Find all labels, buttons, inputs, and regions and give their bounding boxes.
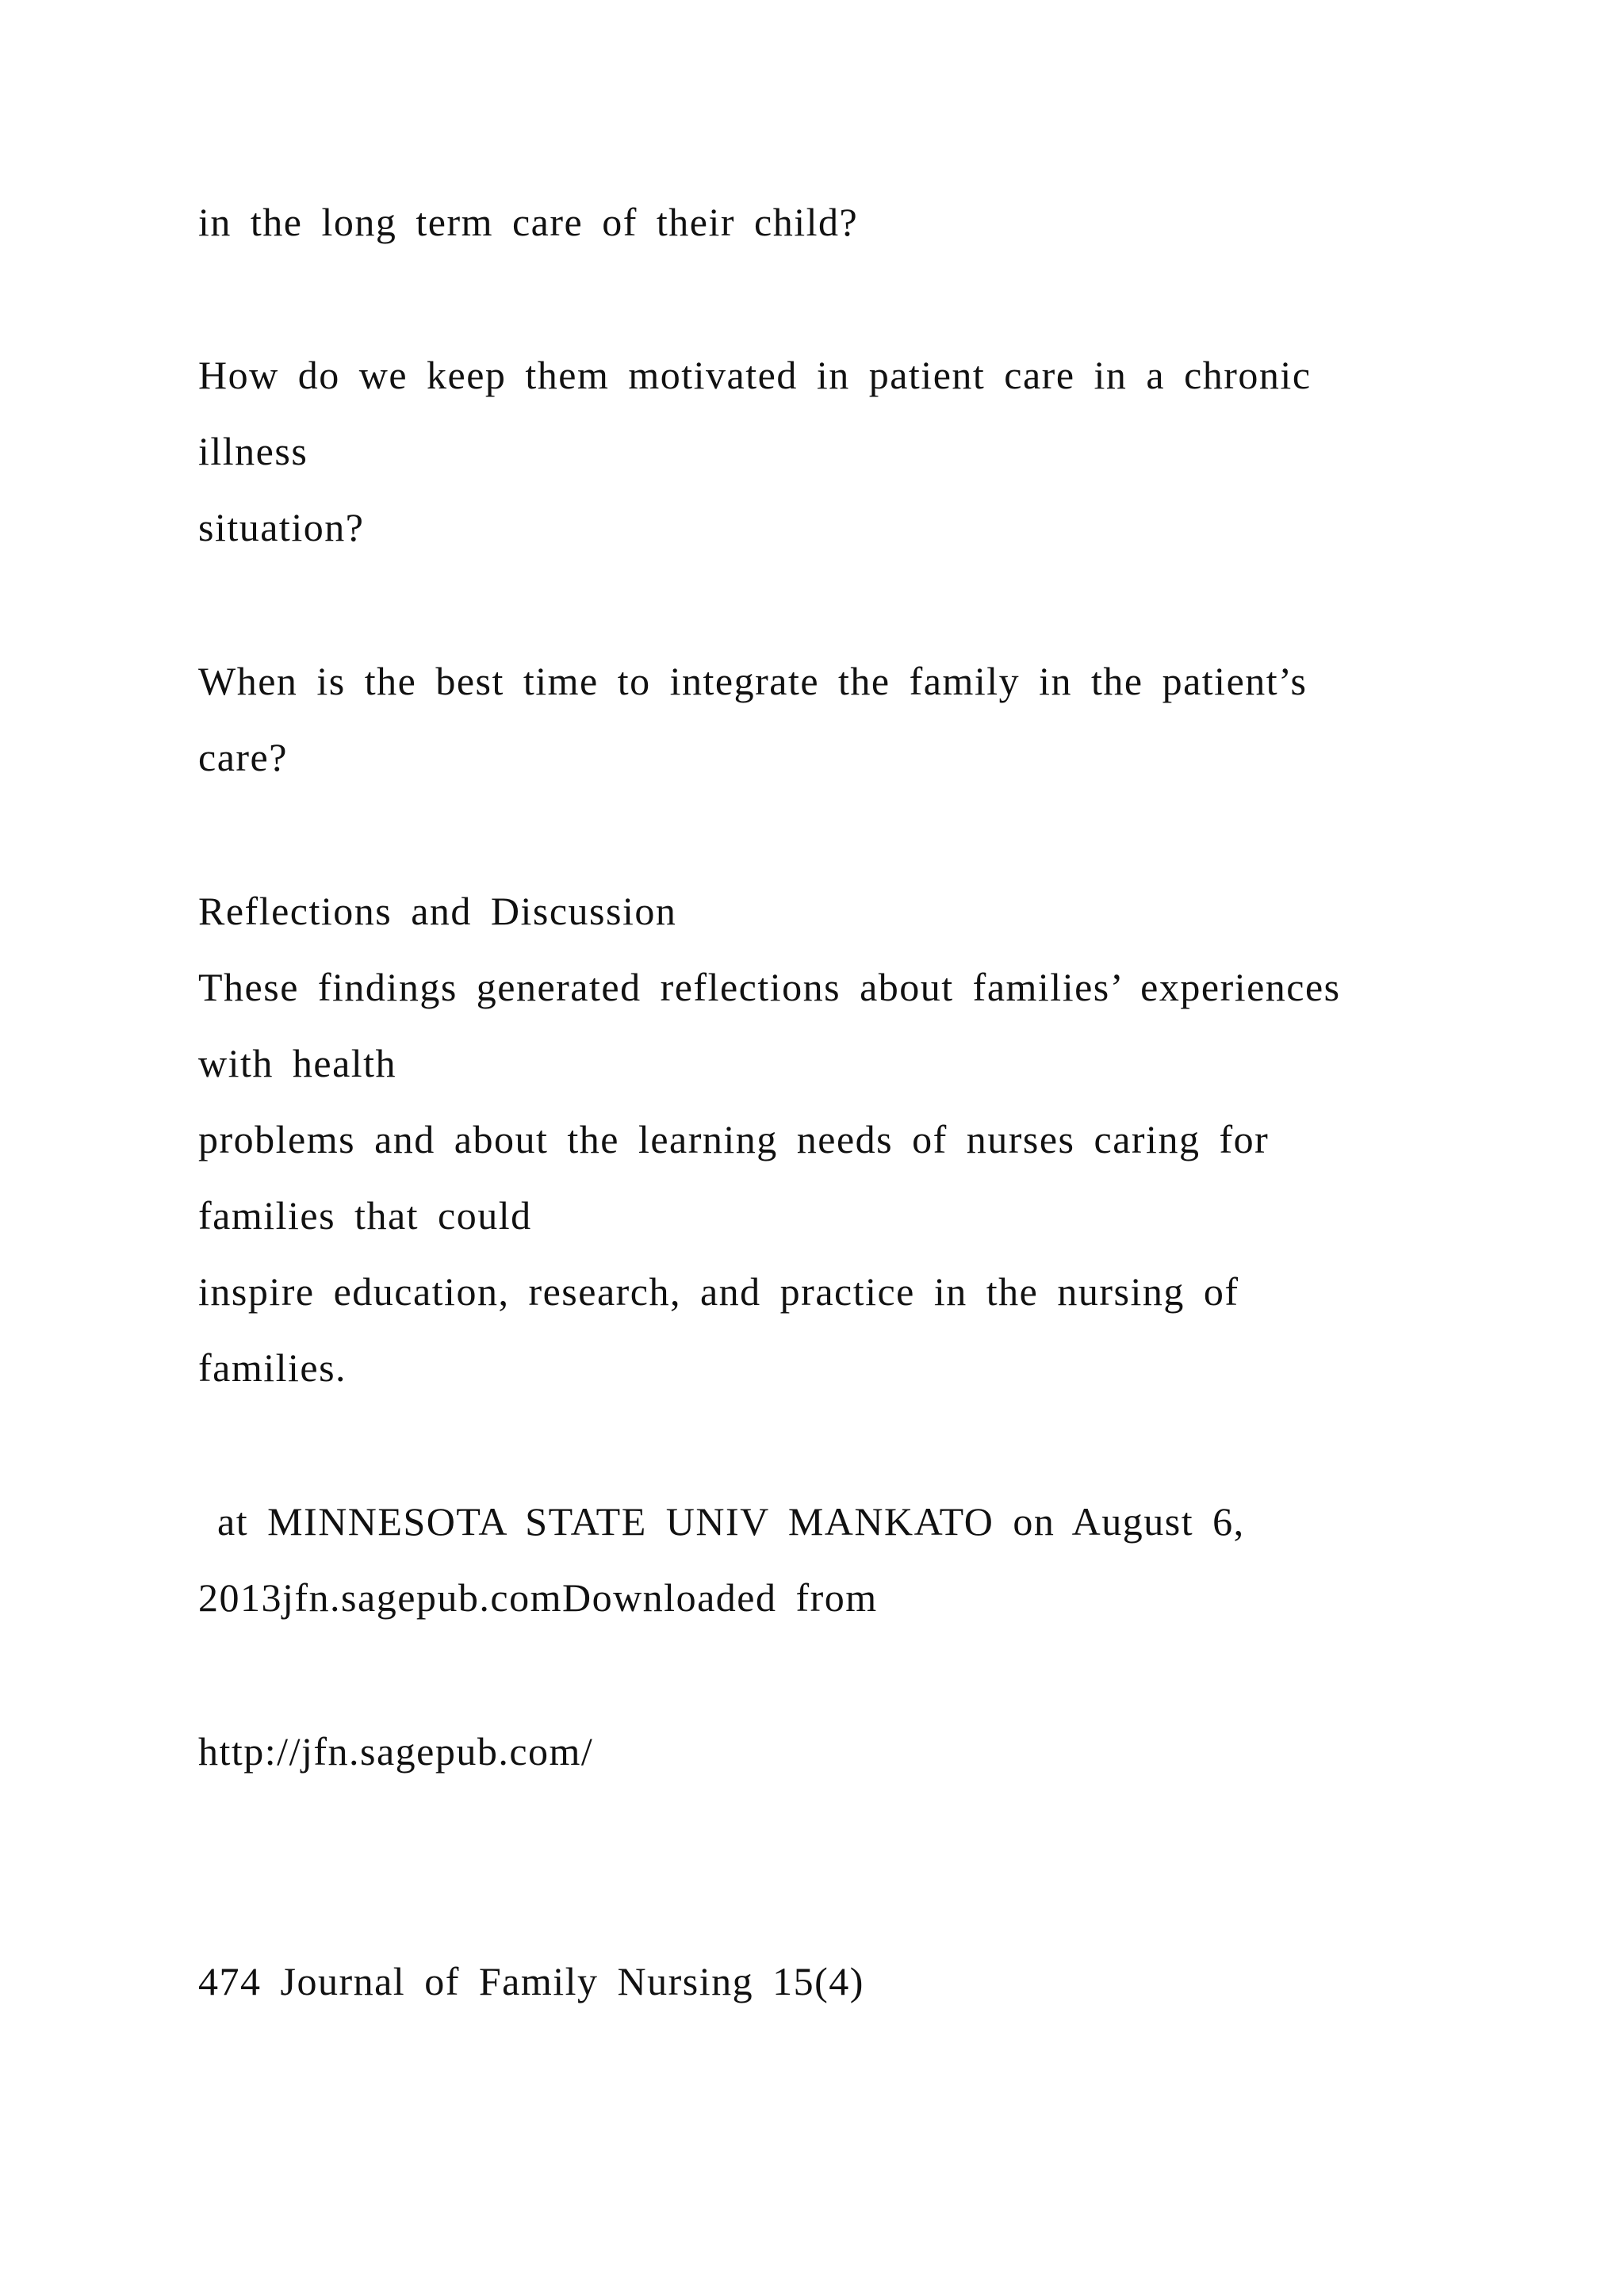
download-notice: 2013jfn.sagepub.comDownloaded from [198, 1575, 878, 1620]
text-line: care? [198, 735, 288, 779]
section-heading: Reflections and Discussion [198, 889, 677, 933]
text-line: with health [198, 1041, 397, 1085]
text-line: These findings generated reflections about families’ experiences [198, 965, 1341, 1009]
text-line: in the long term care of their child? [198, 200, 859, 244]
text-line: problems and about the learning needs of nurses caring for [198, 1117, 1270, 1161]
download-notice: at MINNESOTA STATE UNIV MANKATO on August 6, [198, 1499, 1245, 1544]
text-line: situation? [198, 505, 365, 549]
text-line: inspire education, research, and practice in the nursing of [198, 1269, 1239, 1314]
text-line: families that could [198, 1193, 532, 1238]
page-footer: 474 Journal of Family Nursing 15(4) [198, 1959, 864, 2003]
text-line: When is the best time to integrate the family in the patient’s [198, 659, 1308, 703]
text-line: illness [198, 429, 308, 473]
text-line: families. [198, 1345, 347, 1390]
text-line: How do we keep them motivated in patient care in a chronic [198, 353, 1312, 397]
source-url: http://jfn.sagepub.com/ [198, 1729, 594, 1774]
